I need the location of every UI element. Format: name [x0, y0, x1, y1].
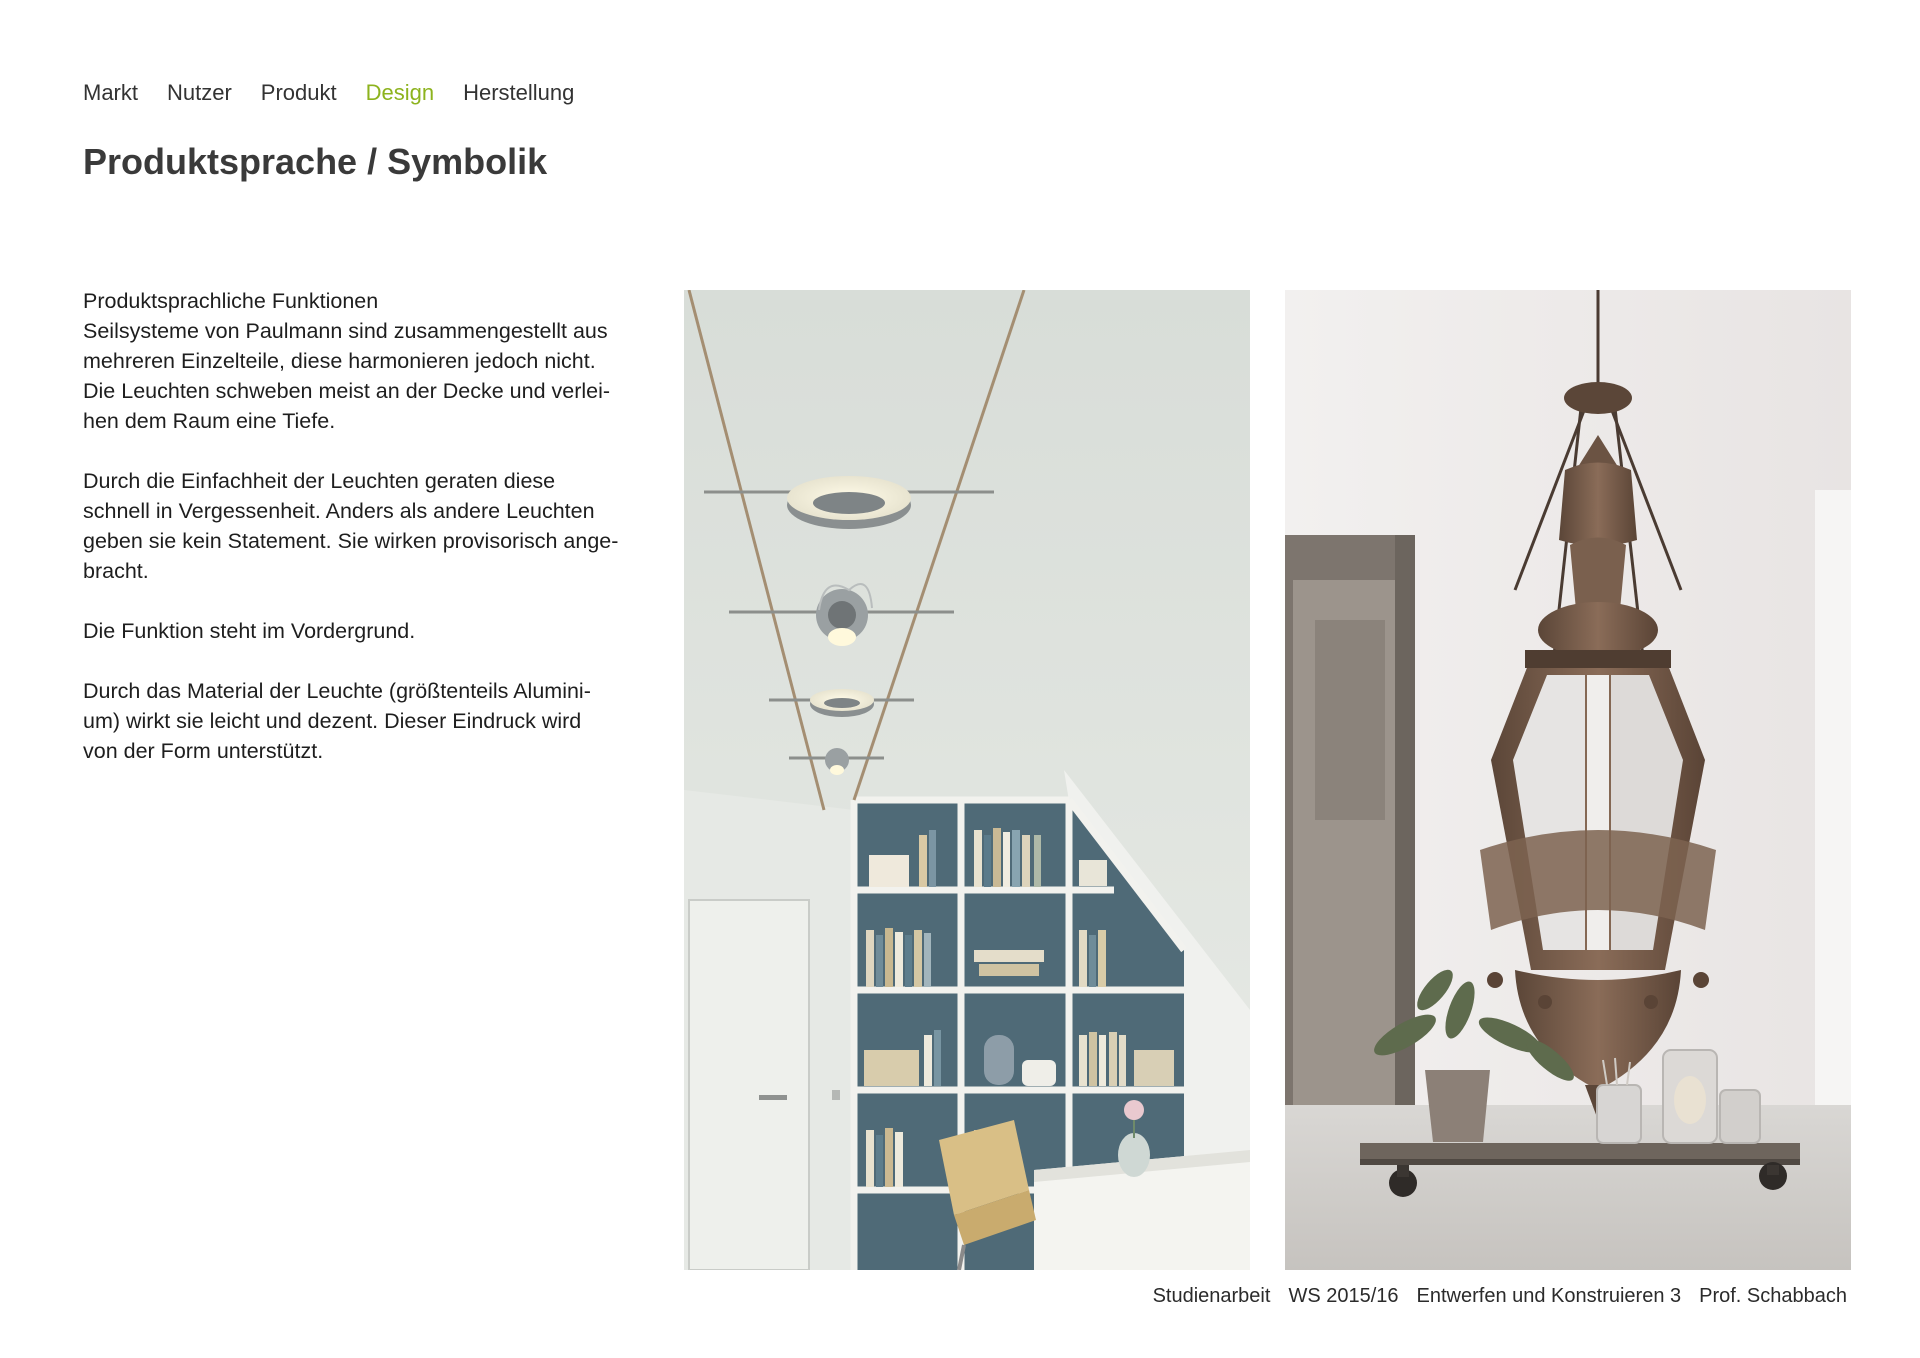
- footer-type: Studienarbeit: [1152, 1285, 1271, 1307]
- text-line: Durch die Einfachheit der Leuchten geraten diese: [83, 469, 556, 493]
- text-line: um) wirkt sie leicht und dezent. Dieser Eindruck wird: [83, 709, 582, 733]
- text-line: schnell in Vergessenheit. Anders als andere Leuchten: [83, 499, 595, 523]
- nav-item-nutzer[interactable]: Nutzer: [167, 80, 232, 105]
- footer: [1153, 1282, 1847, 1310]
- paragraph-simplicity: [83, 466, 663, 586]
- text-line: Die Leuchten schweben meist an der Decke und verlei-: [83, 379, 611, 403]
- top-navigation: [83, 78, 574, 108]
- footer-semester: WS 2015/16: [1288, 1285, 1399, 1307]
- body-text: [83, 286, 663, 796]
- oriental-lantern-photo: [1285, 290, 1851, 1270]
- text-line: hen dem Raum eine Tiefe.: [83, 409, 336, 433]
- paragraph-material: [83, 676, 663, 766]
- cable-lighting-illustration: [684, 290, 1250, 1270]
- text-line: bracht.: [83, 559, 149, 583]
- text-line: Produktsprachliche Funktionen: [83, 289, 379, 313]
- nav-item-produkt[interactable]: Produkt: [260, 80, 337, 105]
- nav-item-markt[interactable]: Markt: [83, 80, 138, 105]
- text-line: Seilsysteme von Paulmann sind zusammengestellt aus: [83, 319, 608, 343]
- text-line: von der Form unterstützt.: [83, 739, 324, 763]
- text-line: mehreren Einzelteile, diese harmonieren jedoch nicht.: [83, 349, 596, 373]
- text-line: geben sie kein Statement. Sie wirken provisorisch ange-: [83, 529, 619, 553]
- nav-item-design[interactable]: Design: [365, 80, 435, 105]
- page-title: Produktsprache / Symbolik: [83, 141, 548, 182]
- oriental-lantern-illustration: [1285, 290, 1851, 1270]
- text-line: Durch das Material der Leuchte (größtenteils Alumini-: [83, 679, 591, 703]
- cable-lighting-photo: [684, 290, 1250, 1270]
- nav-item-herstellung[interactable]: Herstellung: [463, 80, 575, 105]
- paragraph-functions: [83, 286, 663, 436]
- footer-professor: Prof. Schabbach: [1699, 1285, 1847, 1307]
- paragraph-function-focus: [83, 616, 663, 646]
- text-line: Die Funktion steht im Vordergrund.: [83, 619, 416, 643]
- footer-course: Entwerfen und Konstruieren 3: [1416, 1285, 1682, 1307]
